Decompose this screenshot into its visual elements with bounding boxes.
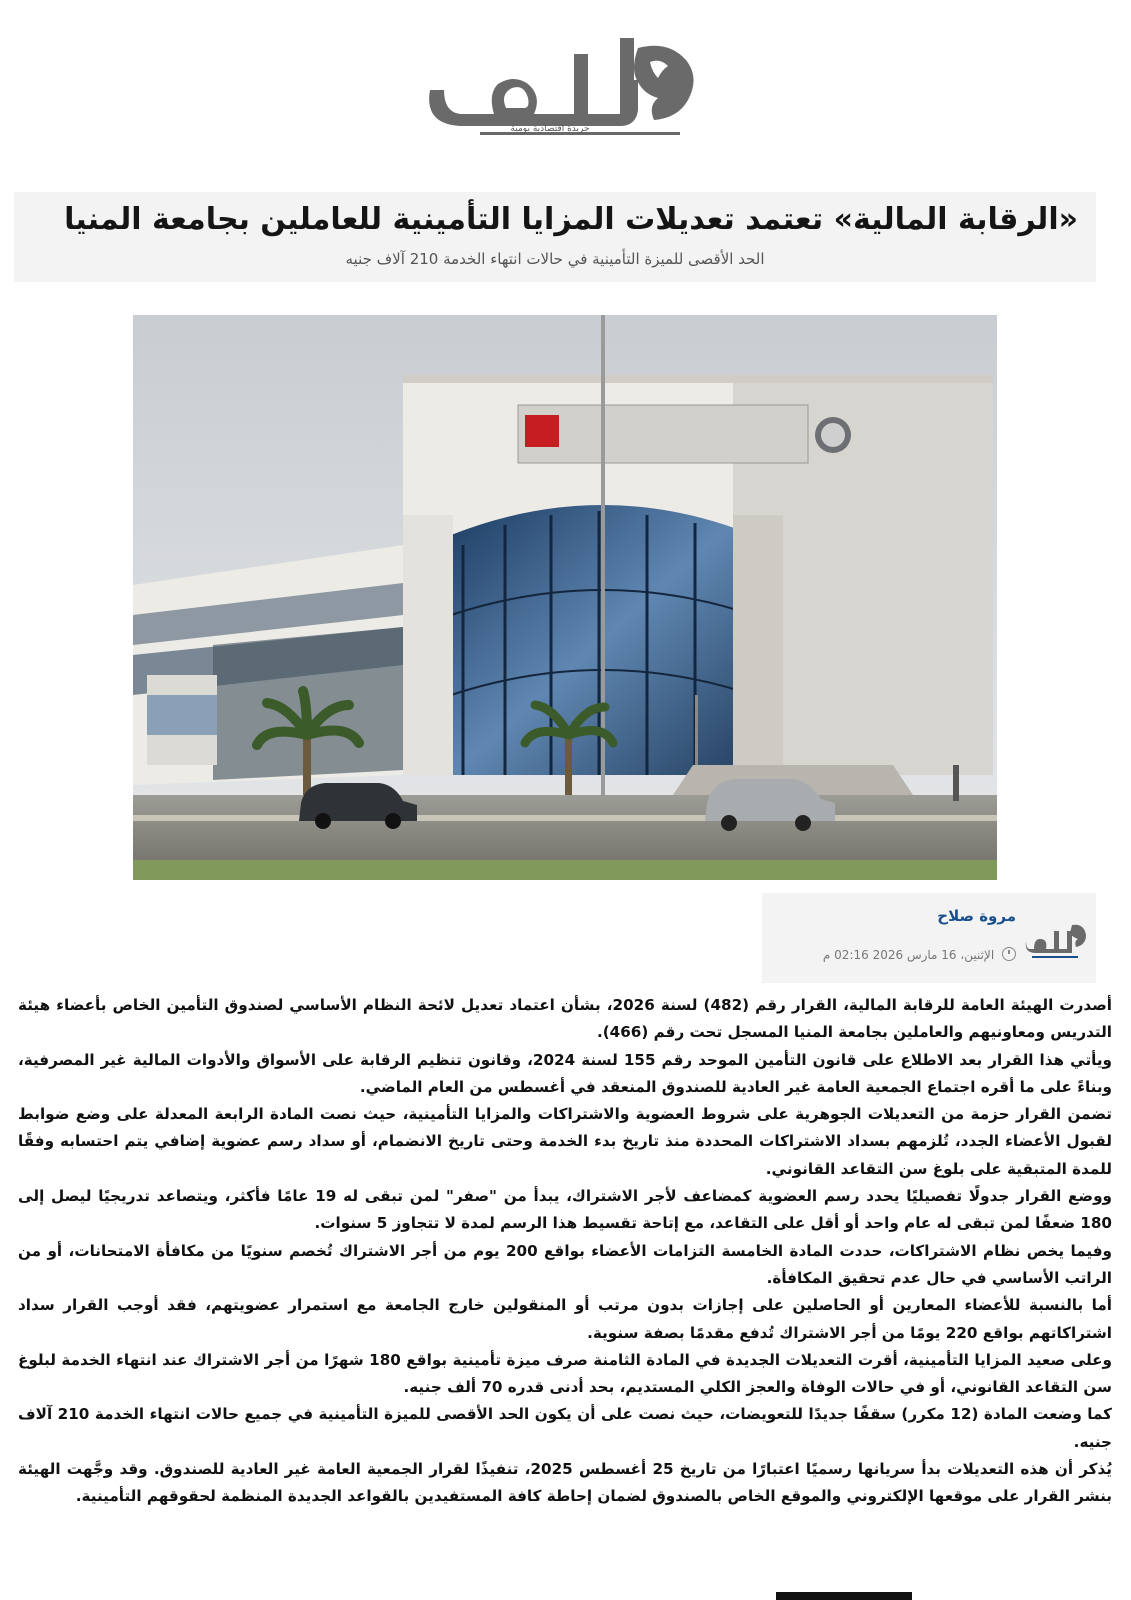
almal-mini-logo-icon	[1024, 921, 1088, 959]
paragraph: تضمن القرار حزمة من التعديلات الجوهرية على شروط العضوية والاشتراكات والمزايا التأمينية، حيث نصت المادة الرابعة المعدلة على وضع ضوابط لقبول الأعضاء الجدد، تُلزمهم بسداد الاشتراكات المحددة منذ تاريخ بدء الخدمة وحتى تاريخ الانضمام، أو سداد رسم عضوية إضافي يتم احتسابه وفقًا للمدة المتبقية على بلوغ سن التقاعد القانوني.	[18, 1105, 1112, 1178]
paragraph: وفيما يخص نظام الاشتراكات، حددت المادة الخامسة التزامات الأعضاء بواقع 200 يوم من أجر الاشتراك تُخصم سنويًا من مكافأة الامتحانات، أو من الراتب الأساسي في حال عدم تحقيق المكافأة.	[18, 1241, 1112, 1287]
byline-box	[762, 893, 1096, 983]
article-subheadline: الحد الأقصى للميزة التأمينية في حالات انتهاء الخدمة 210 آلاف جنيه	[345, 250, 765, 268]
newspaper-logo[interactable]	[420, 28, 710, 146]
paragraph: كما وضعت المادة (12 مكرر) سقفًا جديدًا للتعويضات، حيث نصت على أن يكون الحد الأقصى للميزة التأمينية في جميع حالات انتهاء الخدمة 210 آلاف جنيه.	[18, 1405, 1112, 1451]
publish-date-text: الإثنين، 16 مارس 2026 02:16 م	[822, 948, 995, 962]
clock-icon	[1002, 947, 1016, 961]
paragraph: وعلى صعيد المزايا التأمينية، أقرت التعديلات الجديدة في المادة الثامنة صرف ميزة تأمينية بواقع 180 شهرًا من أجر الاشتراك عند انتهاء الخدمة لبلوغ سن التقاعد القانوني، أو في حالات الوفاة والعجز الكلي المستديم، بحد أدنى قدره 70 ألف جنيه.	[18, 1350, 1112, 1397]
paragraph: ويأتي هذا القرار بعد الاطلاع على قانون التأمين الموحد رقم 155 لسنة 2024، وقانون تنظيم الرقابة على الأسواق والأدوات المالية غير المصرفية، وبناءً على ما أقره اجتماع الجمعية العامة غير العادية للصندوق المنعقد في أغسطس من العام الماضي.	[18, 1050, 1112, 1096]
article-photo	[133, 315, 997, 880]
article-body	[18, 992, 1112, 1511]
paragraph: ووضع القرار جدولًا تفصيليًا يحدد رسم العضوية كمضاعف لأجر الاشتراك، يبدأ من "صفر" لمن تبقى له 19 عامًا فأكثر، ويتصاعد تدريجيًا ليصل إلى 180 ضعفًا لمن تبقى له عام واحد أو أقل على التقاعد، مع إتاحة تقسيط هذا الرسم لمدة لا تتجاوز 5 سنوات.	[18, 1187, 1112, 1233]
footer-bar	[776, 1592, 912, 1600]
author-name[interactable]: مروة صلاح	[937, 907, 1016, 925]
logo-tagline: جريدة اقتصادية يومية	[510, 124, 590, 134]
publish-date	[823, 947, 1016, 962]
article-headline: «الرقابة المالية» تعتمد تعديلات المزايا التأمينية للعاملين بجامعة المنيا	[64, 202, 1078, 237]
paragraph: أصدرت الهيئة العامة للرقابة المالية، القرار رقم (482) لسنة 2026، بشأن اعتماد تعديل لائحة النظام الأساسي لصندوق التأمين الخاص بأعضاء هيئة التدريس ومعاونيهم والعاملين بجامعة المنيا المسجل تحت رقم (466).	[18, 996, 1112, 1042]
fra-building-photo-icon	[133, 315, 997, 880]
headline-box	[14, 192, 1096, 282]
paragraph: أما بالنسبة للأعضاء المعارين أو الحاصلين على إجازات بدون مرتب أو المنقولين خارج الجامعة مع استمرار عضويتهم، فقد أوجب القرار سداد اشتراكاتهم بواقع 220 يومًا من أجر الاشتراك تُدفع مقدمًا بصفة سنوية.	[18, 1296, 1112, 1342]
paragraph: يُذكر أن هذه التعديلات بدأ سريانها رسميًا اعتبارًا من تاريخ 25 أغسطس 2025، تنفيذًا لقرار الجمعية العامة غير العادية للصندوق. وقد وجَّهت الهيئة بنشر القرار على موقعها الإلكتروني والموقع الخاص بالصندوق لضمان إحاطة كافة المستفيدين بالقواعد الجديدة المنظمة لحقوقهم التأمينية.	[18, 1460, 1112, 1506]
